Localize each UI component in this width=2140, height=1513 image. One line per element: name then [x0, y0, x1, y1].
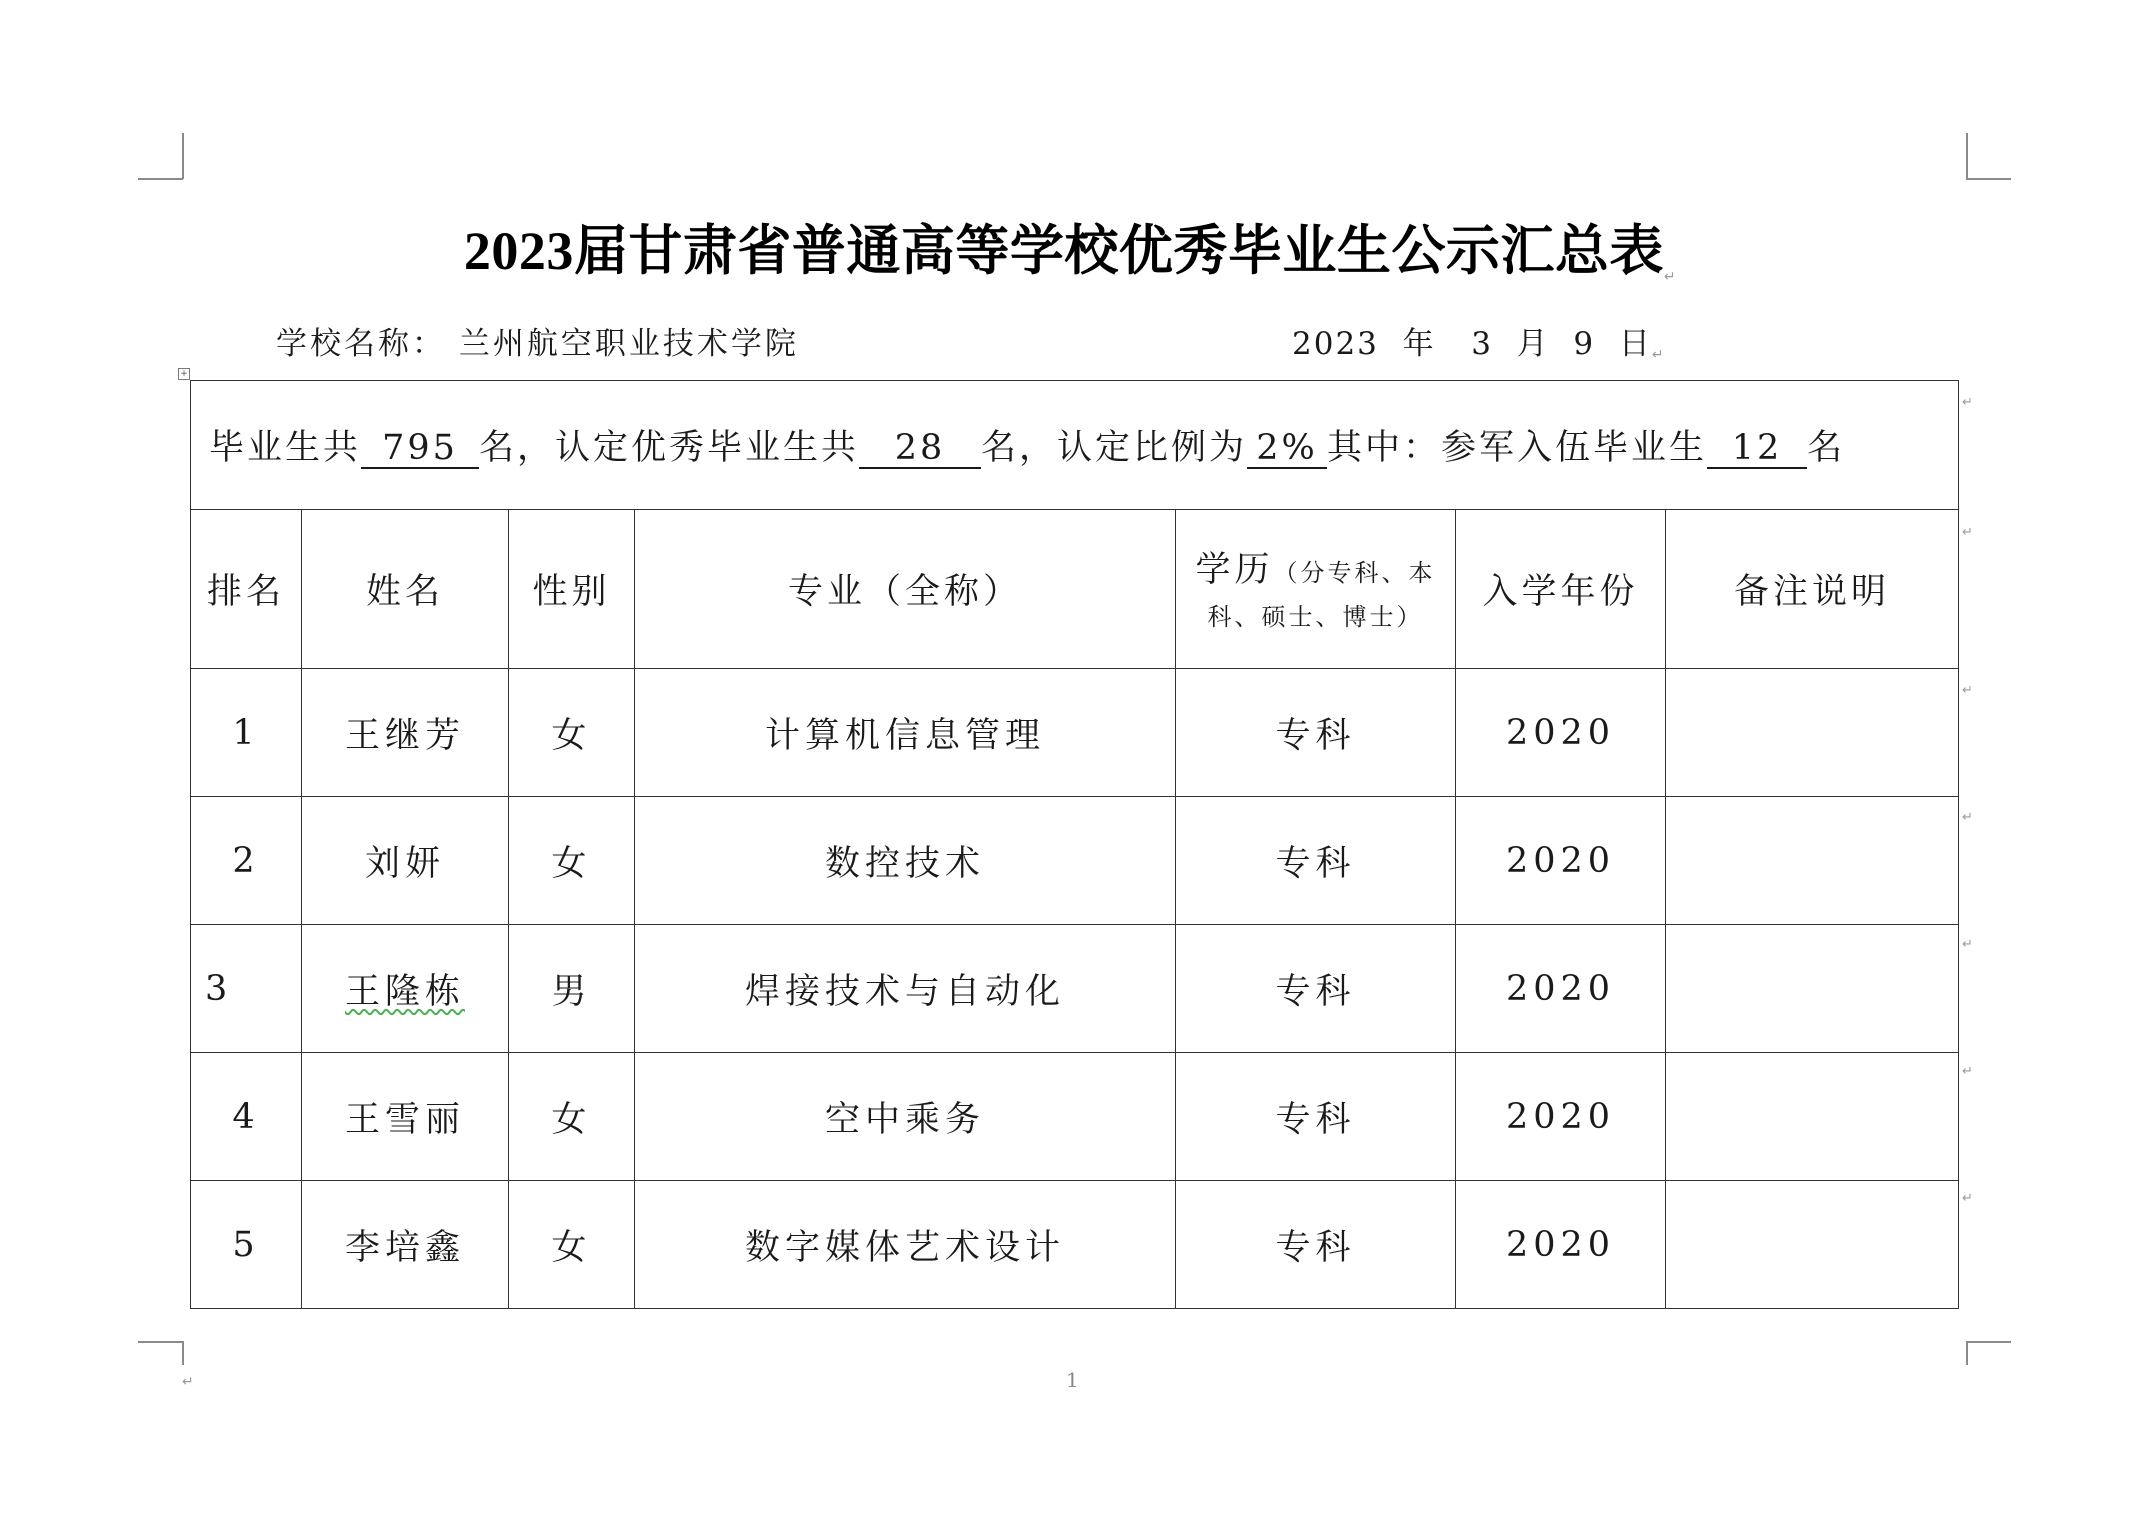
cell-remark	[1666, 669, 1959, 797]
header-enroll-year: 入学年份	[1456, 510, 1666, 669]
crop-mark-top-left-v	[182, 133, 184, 179]
header-name: 姓名	[302, 510, 509, 669]
school-name: 兰州航空职业技术学院	[458, 326, 799, 362]
cell-rank: 5	[191, 1181, 302, 1309]
cell-enroll-year: 2020	[1456, 669, 1666, 797]
crop-mark-top-right-h	[1966, 178, 2011, 180]
cell-education: 专科	[1176, 1053, 1456, 1181]
school-line	[276, 318, 799, 363]
row-end-mark-icon: ↵	[1962, 395, 1973, 410]
table-row	[191, 1181, 1959, 1309]
header-education-main: 学历	[1195, 549, 1274, 590]
paragraph-mark-icon: ↵	[1651, 347, 1666, 363]
cell-gender: 女	[509, 669, 635, 797]
row-end-mark-icon: ↵	[1962, 683, 1973, 698]
crop-mark-bottom-left-v	[182, 1341, 184, 1365]
cell-rank: 3	[191, 925, 302, 1053]
row-end-mark-icon: ↵	[1962, 1064, 1973, 1079]
crop-mark-top-left-h	[138, 178, 183, 180]
crop-mark-bottom-right-v	[1966, 1341, 1968, 1365]
summary-ratio: 2%	[1247, 430, 1327, 469]
cell-gender: 女	[509, 1053, 635, 1181]
header-education	[1176, 510, 1456, 669]
cell-major: 数字媒体艺术设计	[635, 1181, 1176, 1309]
cell-enroll-year: 2020	[1456, 1053, 1666, 1181]
header-gender: 性别	[509, 510, 635, 669]
cell-name: 刘妍	[302, 797, 509, 925]
cell-education: 专科	[1176, 1181, 1456, 1309]
cell-remark	[1666, 797, 1959, 925]
cell-major: 焊接技术与自动化	[635, 925, 1176, 1053]
table-row	[191, 1053, 1959, 1181]
cell-name-text: 王隆栋	[344, 971, 465, 1012]
cell-name	[302, 925, 509, 1053]
cell-education: 专科	[1176, 925, 1456, 1053]
date-month-unit: 月	[1516, 326, 1550, 362]
row-end-mark-icon: ↵	[1962, 1191, 1973, 1206]
table-row	[191, 925, 1959, 1053]
summary-text-3: 名，认定比例为	[981, 428, 1248, 468]
cell-enroll-year: 2020	[1456, 797, 1666, 925]
cell-gender: 女	[509, 797, 635, 925]
crop-mark-top-right-v	[1966, 133, 1968, 179]
date-line	[1292, 318, 1666, 363]
summary-text-4: 其中：参军入伍毕业生	[1327, 428, 1708, 468]
cell-major: 空中乘务	[635, 1053, 1176, 1181]
summary-total: 795	[361, 430, 479, 469]
header-remarks: 备注说明	[1666, 510, 1959, 669]
summary-excellent: 28	[859, 430, 981, 469]
row-end-mark-icon: ↵	[1962, 525, 1973, 540]
header-education-note-2: 科、硕士、博士）	[1207, 602, 1424, 631]
table-move-handle-icon[interactable]: +	[178, 368, 190, 380]
cell-rank: 2	[191, 797, 302, 925]
cell-enroll-year: 2020	[1456, 925, 1666, 1053]
cell-rank: 4	[191, 1053, 302, 1181]
summary-cell	[191, 381, 1959, 510]
header-rank: 排名	[191, 510, 302, 669]
cell-remark	[1666, 1181, 1959, 1309]
summary-text-5: 名	[1807, 428, 1846, 468]
summary-text-2: 名，认定优秀毕业生共	[479, 428, 860, 468]
cell-education: 专科	[1176, 669, 1456, 797]
school-label: 学校名称：	[276, 326, 446, 362]
cell-name: 王继芳	[302, 669, 509, 797]
date-year-unit: 年	[1402, 326, 1436, 362]
excellent-graduates-table	[190, 380, 1959, 1309]
crop-mark-bottom-left-h	[138, 1341, 183, 1343]
header-major: 专业（全称）	[635, 510, 1176, 669]
crop-mark-bottom-right-h	[1966, 1341, 2011, 1343]
cell-major: 数控技术	[635, 797, 1176, 925]
paragraph-mark-icon: ↵	[1663, 269, 1677, 285]
date-year: 2023	[1292, 326, 1379, 362]
cell-name: 王雪丽	[302, 1053, 509, 1181]
cell-education: 专科	[1176, 797, 1456, 925]
cell-remark	[1666, 925, 1959, 1053]
page-title: 2023届甘肃省普通高等学校优秀毕业生公示汇总表↵	[463, 221, 1677, 285]
table-row	[191, 797, 1959, 925]
cell-remark	[1666, 1053, 1959, 1181]
cell-gender: 女	[509, 1181, 635, 1309]
row-end-mark-icon: ↵	[1962, 937, 1973, 952]
cell-enroll-year: 2020	[1456, 1181, 1666, 1309]
row-end-mark-icon: ↵	[1962, 810, 1973, 825]
header-education-note-1: （分专科、本	[1273, 558, 1436, 587]
cell-gender: 男	[509, 925, 635, 1053]
date-day: 9	[1573, 326, 1596, 362]
table-row	[191, 669, 1959, 797]
date-month: 3	[1471, 326, 1493, 362]
page-number: 1	[1066, 1368, 1079, 1392]
cell-name: 李培鑫	[302, 1181, 509, 1309]
cell-rank: 1	[191, 669, 302, 797]
table-header-row	[191, 510, 1959, 669]
summary-text-1: 毕业生共	[209, 428, 362, 468]
cell-major: 计算机信息管理	[635, 669, 1176, 797]
summary-military: 12	[1707, 430, 1807, 469]
paragraph-mark-icon: ↵	[182, 1374, 194, 1390]
date-day-unit: 日	[1618, 326, 1652, 362]
